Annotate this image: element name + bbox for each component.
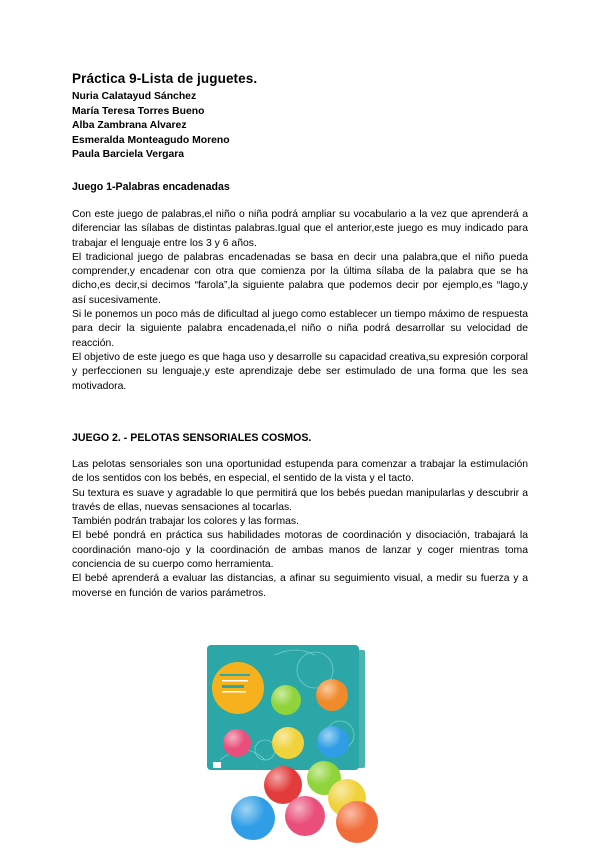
product-photo [205,640,395,845]
box-side [355,650,365,768]
paragraph: El bebé pondrá en práctica sus habilidades motoras de coordinación y disociación, trabajará la coordinación mano-ojo y la coordinación de ambas manos de lanzar y coger mientras toma conciencia de su cuerpo como herramienta. [72,530,528,571]
juego1-section-heading [72,181,528,193]
paragraph: Las pelotas sensoriales son una oportunidad estupenda para comenzar a trabajar la estimulación de los sentidos con los bebés, en especial, el sentido de la vista y el tacto. [72,459,528,485]
document-title: Práctica 9-Lista de juguetes. [72,71,258,86]
paragraph: El bebé aprenderá a evaluar las distancias, a afinar su seguimiento visual, a medir su fuerza y a moverse en función de varios parámetros. [72,573,528,599]
box-logo [213,762,221,768]
paragraph: Si le ponemos un poco más de dificultad al juego como establecer un tiempo máximo de respuesta para decir la siguiente palabra encadenada,el niño o niña podrá desarrollar su velocidad de reacción. [72,309,528,349]
author-list [72,90,230,163]
paragraph: Su textura es suave y agradable lo que permitirá que los bebés puedan manipularlas y descubrir a través de ellas, nuevas sensaciones al tocarlas. [72,487,528,513]
author-name: Esmeralda Monteagudo Moreno [72,134,230,146]
author-name: Paula Barciela Vergara [72,149,185,161]
juego2-body [72,458,528,601]
author-name: Nuria Calatayud Sánchez [72,91,197,102]
sensory-balls-illustration [205,640,395,845]
juego2-heading: JUEGO 2. - PELOTAS SENSORIALES COSMOS. [72,432,312,444]
juego1-heading: Juego 1-Palabras encadenadas [72,181,230,193]
paragraph: Con este juego de palabras,el niño o niña podrá ampliar su vocabulario a la vez que aprenderá a diferenciar las sílabas de distintas palabras.Igual que el anterior,este juego es muy indicado para trabajar el lenguaje entre los 3 y 6 años. [72,209,528,249]
juego2-section-heading [72,432,528,444]
paragraph: El objetivo de este juego es que haga uso y desarrolle su capacidad creativa,su expresión corporal y perfeccionen su lenguaje,y este aprendizaje debe ser estimulado de una forma que les sea motivadora. [72,351,528,392]
juego1-body [72,208,528,394]
paragraph: También podrán trabajar los colores y las formas. [72,516,299,528]
author-name: Alba Zambrana Alvarez [72,120,187,132]
author-name: María Teresa Torres Bueno [72,105,205,117]
paragraph: El tradicional juego de palabras encadenadas se basa en decir una palabra,que el niño pueda comprender,y encadenar con otra que comienza por la última sílaba de la palabra que se ha dicho,es decir,si decimos “farola”,la siguiente palabra que podemos decir por ejemplo,es “lago,y así sucesivamente. [72,251,528,306]
